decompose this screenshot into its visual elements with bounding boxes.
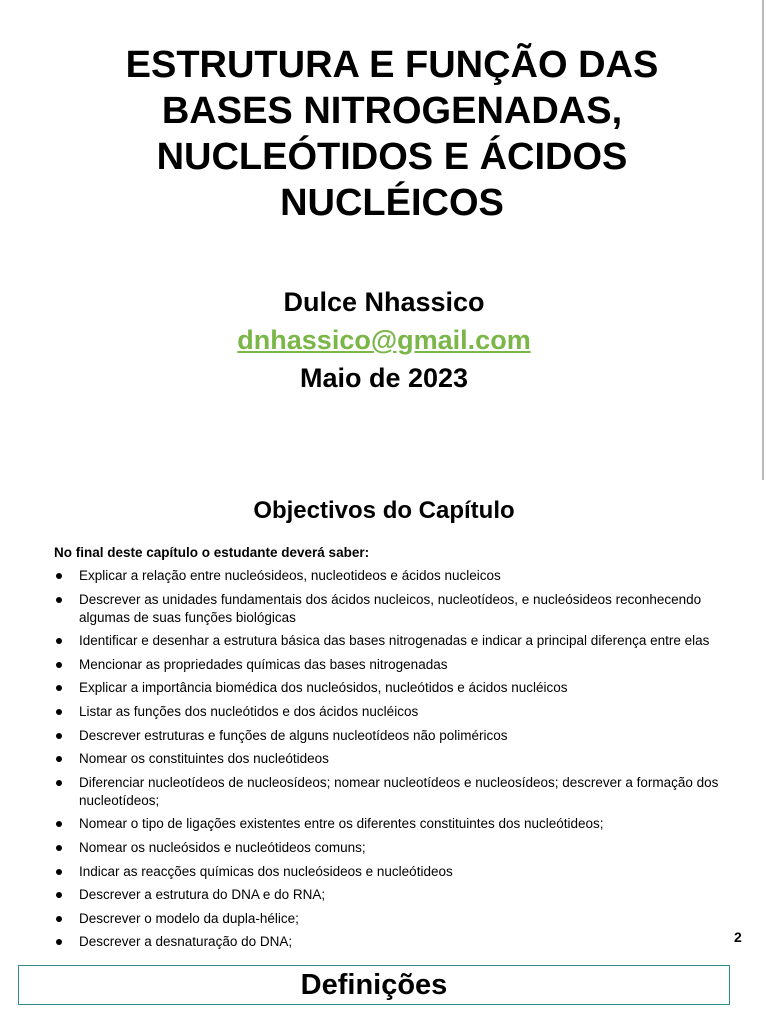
email-link[interactable]: dnhassico@gmail.com [237, 325, 531, 355]
objectives-intro: No final deste capítulo o estudante deverá saber: [54, 545, 370, 560]
list-item: Indicar as reacções químicas dos nucleósideos e nucleótideos [54, 863, 744, 881]
slide-title [40, 42, 744, 226]
list-item: Diferenciar nucleotídeos de nucleosídeos; nomear nucleotídeos e nucleosídeos; descrever a formação dos nucleotídeos; [54, 774, 744, 810]
list-item: Descrever a desnaturação do DNA; [54, 933, 744, 951]
list-item: Explicar a importância biomédica dos nucleósidos, nucleótidos e ácidos nucléicos [54, 679, 744, 697]
list-item: Descrever estruturas e funções de alguns nucleotídeos não poliméricos [54, 727, 744, 745]
author-block [0, 284, 768, 396]
page-number: 2 [734, 929, 742, 945]
objectives-list [54, 567, 744, 957]
title-line: BASES NITROGENADAS, [161, 90, 623, 132]
list-item: Nomear os nucleósidos e nucleótideos comuns; [54, 839, 744, 857]
author-name: Dulce Nhassico [283, 287, 485, 317]
definitions-title: Definições [300, 969, 448, 1001]
list-item: Explicar a relação entre nucleósideos, nucleotideos e ácidos nucleicos [54, 567, 744, 585]
definitions-box [18, 965, 730, 1005]
list-item: Nomear o tipo de ligações existentes entre os diferentes constituintes dos nucleótideos; [54, 815, 744, 833]
list-item: Descrever as unidades fundamentais dos ácidos nucleicos, nucleotídeos, e nucleósideos reconhecendo algumas de suas funções biológicas [54, 591, 744, 627]
date: Maio de 2023 [299, 363, 469, 393]
list-item: Listar as funções dos nucleótidos e dos ácidos nucléicos [54, 703, 744, 721]
title-line: NUCLÉICOS [280, 182, 504, 224]
list-item: Nomear os constituintes dos nucleótideos [54, 750, 744, 768]
list-item: Mencionar as propriedades químicas das bases nitrogenadas [54, 656, 744, 674]
objectives-heading: Objectivos do Capítulo [253, 497, 515, 524]
list-item: Identificar e desenhar a estrutura básica das bases nitrogenadas e indicar a principal diferença entre elas [54, 632, 744, 650]
page-edge-divider [762, 0, 764, 480]
title-line: ESTRUTURA E FUNÇÃO DAS [125, 44, 659, 86]
list-item: Descrever o modelo da dupla-hélice; [54, 910, 744, 928]
list-item: Descrever a estrutura do DNA e do RNA; [54, 886, 744, 904]
title-line: NUCLEÓTIDOS E ÁCIDOS [156, 136, 628, 178]
